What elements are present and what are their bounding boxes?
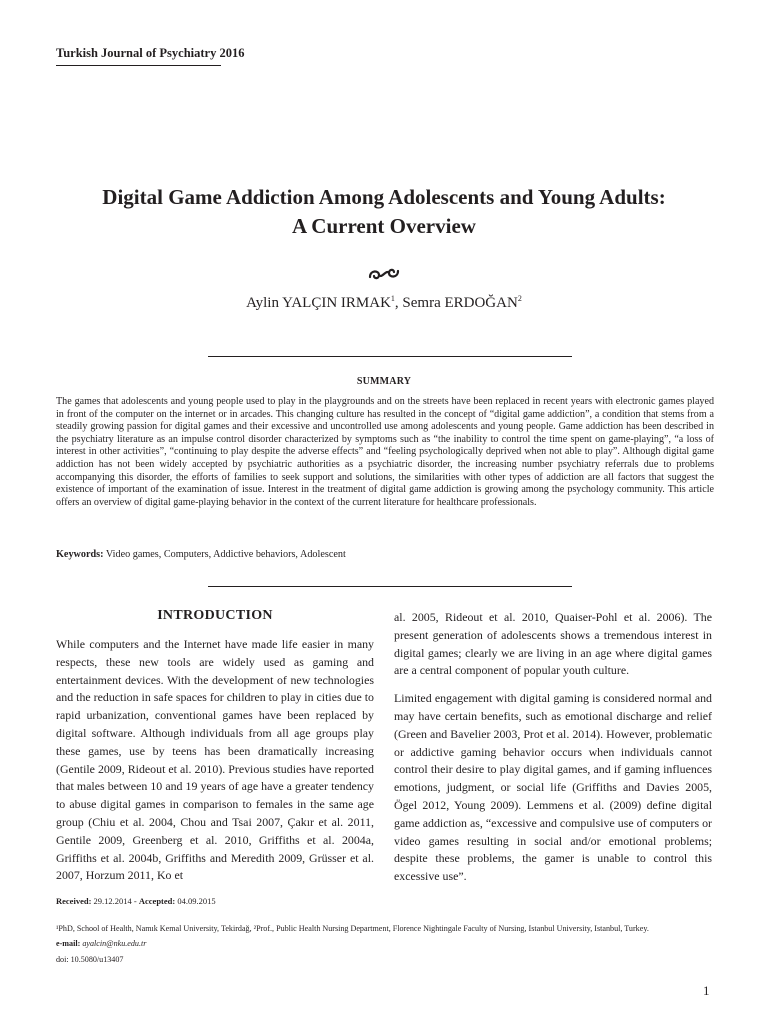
keywords-line: [56, 549, 714, 560]
author-2: Semra ERDOĞAN: [402, 295, 518, 311]
affiliations-footnote: ¹PhD, School of Health, Namık Kemal University, Tekirdağ, ²Prof., Public Health Nursing Department, Florence Nightingale Faculty of Nursing, Istanbul University, Istanbul, Turkey.: [56, 924, 649, 933]
introduction-heading: INTRODUCTION: [157, 608, 273, 623]
keywords-label: Keywords:: [56, 549, 104, 560]
summary-divider: [208, 586, 572, 587]
title-divider: [208, 356, 572, 357]
doi-line: doi: 10.5080/u13407: [56, 955, 124, 964]
email-line: [56, 939, 146, 948]
author-1-affiliation-mark: 1: [390, 294, 395, 303]
author-separator: ,: [394, 295, 403, 311]
received-accepted-line: [56, 896, 216, 906]
ornament-icon: [366, 266, 402, 282]
page-number: 1: [703, 983, 710, 998]
journal-header: Turkish Journal of Psychiatry 2016: [56, 46, 221, 66]
introduction-paragraph-1-part-2: al. 2005, Rideout et al. 2010, Quaiser-Pohl et al. 2006). The present generation of adolescents shows a tremendous interest in digital games; clearly we are living in an age where digital games are a central component of popular youth culture.: [394, 610, 712, 678]
accepted-label: Accepted:: [138, 896, 176, 906]
summary-text: The games that adolescents and young people used to play in the playgrounds and on the streets have been replaced in recent years with electronic games played in front of the computer on the internet or in arcades. This changing culture has resulted in the concept of “digital game addiction”, a condition that stems from a steadily growing passion for digital games and their excessive and uncontrolled use among adolescents and young people. Game addiction has been described in the psychiatry literature as an impulse control disorder characterized by symptoms such as “the inability to control the time spent on game-playing”, “a loss of interest in other activities”, “continuing to play despite the adverse effects” and “feeling psychologically deprived when not able to play”. Although digital game addiction has not been widely accepted by psychiatric authorities as a psychiatric disorder, the increasing number psychiatry referrals due to problems accompanying this disorder, the efforts of families to seek support and solutions, the similarities with other types of addiction are all factors that suggest the existence of important of the examination of issue. Interest in the treatment of digital game addiction is growing among the psychology community. This article offers an overview of digital game-playing behavior in the context of the current literature for healthcare professionals.: [56, 396, 714, 508]
title-line-1: Digital Game Addiction Among Adolescents and Young Adults:: [102, 185, 666, 209]
received-date: 29.12.2014 -: [91, 896, 139, 906]
title-line-2: A Current Overview: [292, 214, 476, 238]
left-column: [56, 608, 374, 885]
email-address[interactable]: ayalcin@nku.edu.tr: [82, 939, 147, 948]
introduction-paragraph-1-part-1: While computers and the Internet have made life easier in many respects, these new tools are widely used as gaming and entertainment devices. With the development of new technologies and the reduction in safe spaces for children to play in cities due to rapid urbanization, conventional games have been replaced by digital software. Although individuals from all age groups play these games, use by teens has been dramatically increasing (Gentile 2009, Rideout et al. 2010). Previous studies have reported that males between 10 and 19 years of age have a greater tendency to abuse digital games in comparison to females in the same age group (Chiu et al. 2004, Chou and Tsai 2007, Çakır et al. 2011, Gentile 2009, Greenberg et al. 2010, Griffiths et al. 2004a, Griffiths et al. 2004b, Griffiths and Meredith 2009, Grüsser et al. 2007, Horzum 2011, Ko et: [56, 637, 374, 883]
keywords-list: Video games, Computers, Addictive behaviors, Adolescent: [103, 549, 346, 560]
summary-heading: SUMMARY: [356, 376, 412, 387]
article-title: [40, 183, 728, 241]
author-1: Aylin YALÇIN IRMAK: [246, 295, 391, 311]
introduction-paragraph-2: Limited engagement with digital gaming is considered normal and may have certain benefits, such as emotional discharge and relief (Green and Bavelier 2003, Prot et al. 2014). However, problematic or addictive gaming behavior occurs when individuals cannot control their desire to play digital games, and if gaming influences emotions, judgment, or social life (Griffiths and Davies 2005, Ögel 2012, Young 2009). Lemmens et al. (2009) define digital game addiction as, “excessive and compulsive use of computers or video games resulting in social and/or emotional problems; despite these problems, the gamer is unable to control this excessive use”.: [394, 691, 712, 884]
received-label: Received:: [56, 896, 92, 906]
accepted-date: 04.09.2015: [175, 896, 216, 906]
email-label: e-mail:: [56, 939, 81, 948]
author-list: [40, 294, 728, 312]
right-column: [394, 609, 712, 896]
author-2-affiliation-mark: 2: [517, 294, 522, 303]
